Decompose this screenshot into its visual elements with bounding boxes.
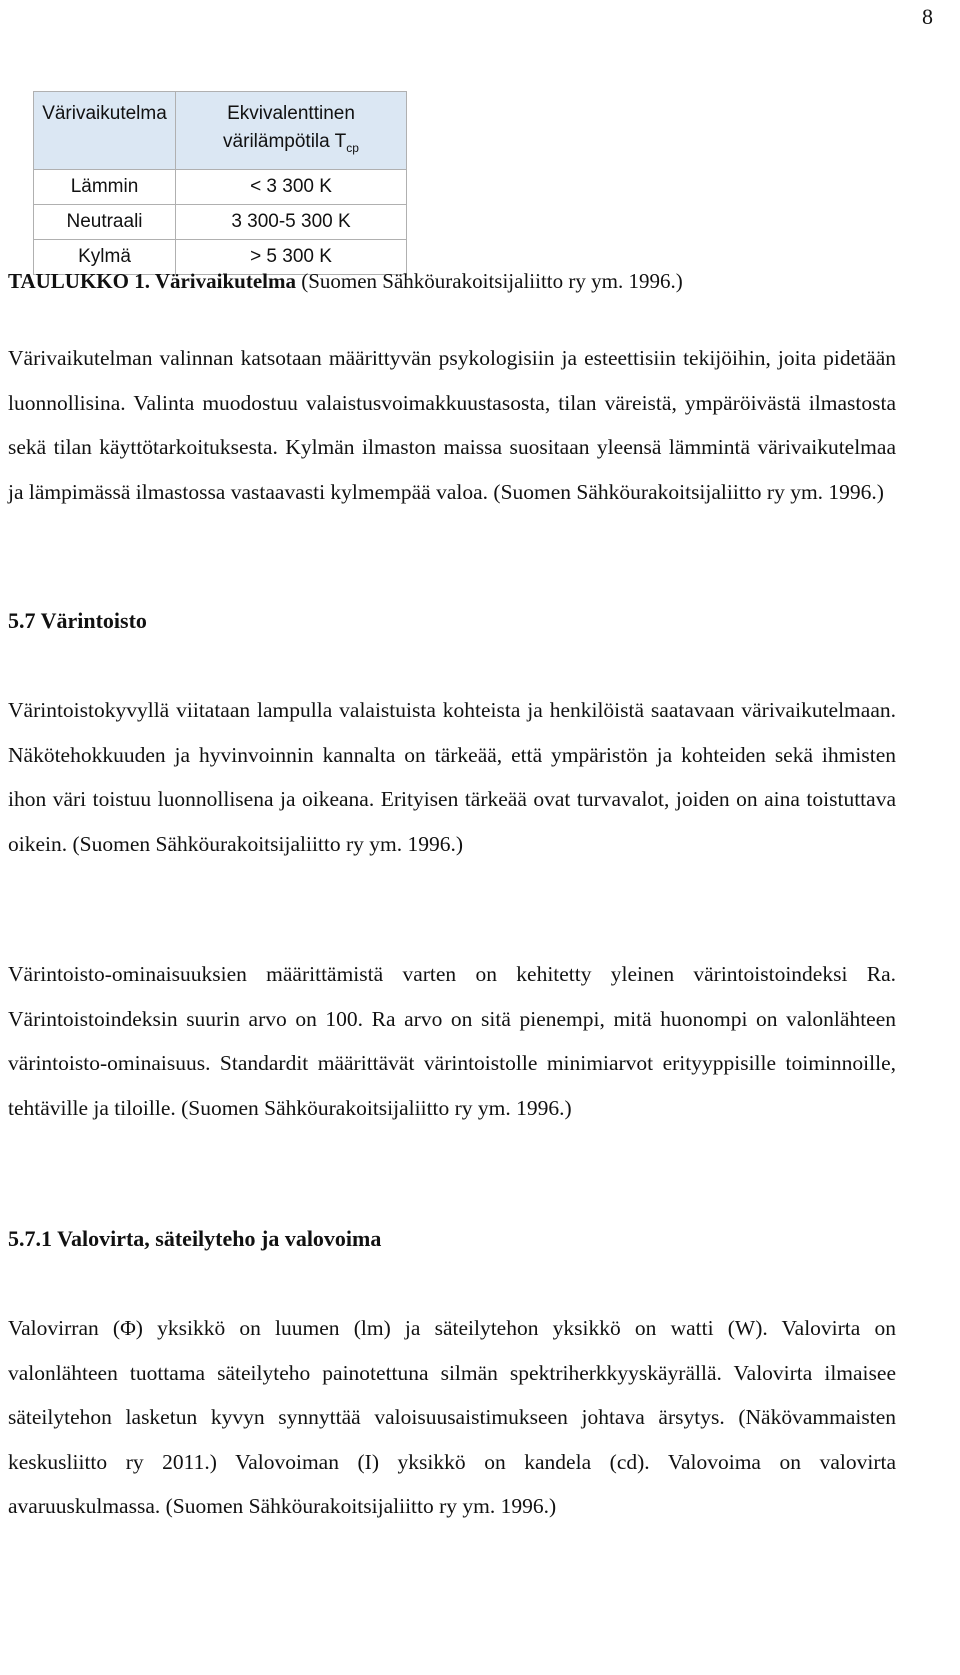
paragraph-color-rendering: Värintoistokyvyllä viitataan lampulla valaistuista kohteista ja henkilöistä saatavaan värivaikutelmaan. Näkötehokkuuden ja hyvinvoinnin kannalta on tärkeää, että ympäristön ja kohteiden sekä ihmisten ihon väri toistuu luonnollisena ja oikeana. Erityisen tärkeää ovat turvavalot, joiden on aina toistuttava oikein. (Suomen Sähköurakoitsijaliitto ry ym. 1996.): [8, 698, 896, 856]
header-line-2-text: värilämpötila T: [223, 131, 347, 152]
table-header-temperature: [176, 92, 407, 170]
table-cell-effect: Neutraali: [34, 205, 176, 240]
caption-label: TAULUKKO 1. Värivaikutelma: [8, 269, 296, 293]
table-row: [34, 205, 407, 240]
section-heading-5-7: 5.7 Värintoisto: [8, 608, 147, 633]
table-header-row: [34, 92, 407, 170]
paragraph-color-effect: Värivaikutelman valinnan katsotaan määrittyvän psykologisiin ja esteettisiin tekijöihin, joita pidetään luonnollisina. Valinta muodostuu valaistusvoimakkuustasosta, tilan väreistä, ympäröivästä ilmastosta sekä tilan käyttötarkoituksesta. Kylmän ilmaston maissa suositaan yleensä lämmintä värivaikutelmaa ja lämpimässä ilmastossa vastaavasti kylmempää valoa. (Suomen Sähköurakoitsijaliitto ry ym. 1996.): [8, 346, 896, 504]
header-subscript: cp: [346, 141, 359, 155]
table-header-effect: Värivaikutelma: [34, 92, 176, 170]
table-row: [34, 170, 407, 205]
caption-source: (Suomen Sähköurakoitsijaliitto ry ym. 1996.): [295, 269, 683, 293]
color-effect-table: [33, 91, 407, 275]
table-cell-temperature: < 3 300 K: [176, 170, 407, 205]
paragraph-luminous-flux: Valovirran (Φ) yksikkö on luumen (lm) ja säteilytehon yksikkö on watti (W). Valovirta on valonlähteen tuottama säteilyteho painotettuna silmän spektriherkkyyskäyrällä. Valovirta ilmaisee säteilytehon lasketun kyvyn synnyttää valoisuusaistimukseen johtava ärsytys. (Näkövammaisten keskusliitto ry 2011.) Valovoiman (I) yksikkö on kandela (cd). Valovoima on valovirta avaruuskulmassa. (Suomen Sähköurakoitsijaliitto ry ym. 1996.): [8, 1316, 896, 1518]
table-cell-temperature: > 5 300 K: [176, 240, 407, 275]
section-heading-5-7-1: 5.7.1 Valovirta, säteilyteho ja valovoima: [8, 1226, 382, 1251]
paragraph-rendering-index: Värintoisto-ominaisuuksien määrittämistä varten on kehitetty yleinen värintoistoindeksi Ra. Värintoistoindeksin suurin arvo on 100. Ra arvo on sitä pienempi, mitä huonompi on valonlähteen värintoisto-ominaisuus. Standardit määrittävät värintoistolle minimiarvot erityyppisille toiminnoille, tehtäville ja tiloille. (Suomen Sähköurakoitsijaliitto ry ym. 1996.): [8, 962, 896, 1120]
header-line-1: Ekvivalenttinen: [227, 103, 355, 124]
page-number: 8: [922, 4, 933, 29]
table-cell-temperature: 3 300-5 300 K: [176, 205, 407, 240]
table-caption: [8, 268, 683, 294]
table-cell-effect: Lämmin: [34, 170, 176, 205]
header-line-2: [176, 128, 406, 162]
table-cell-effect: Kylmä: [34, 240, 176, 275]
